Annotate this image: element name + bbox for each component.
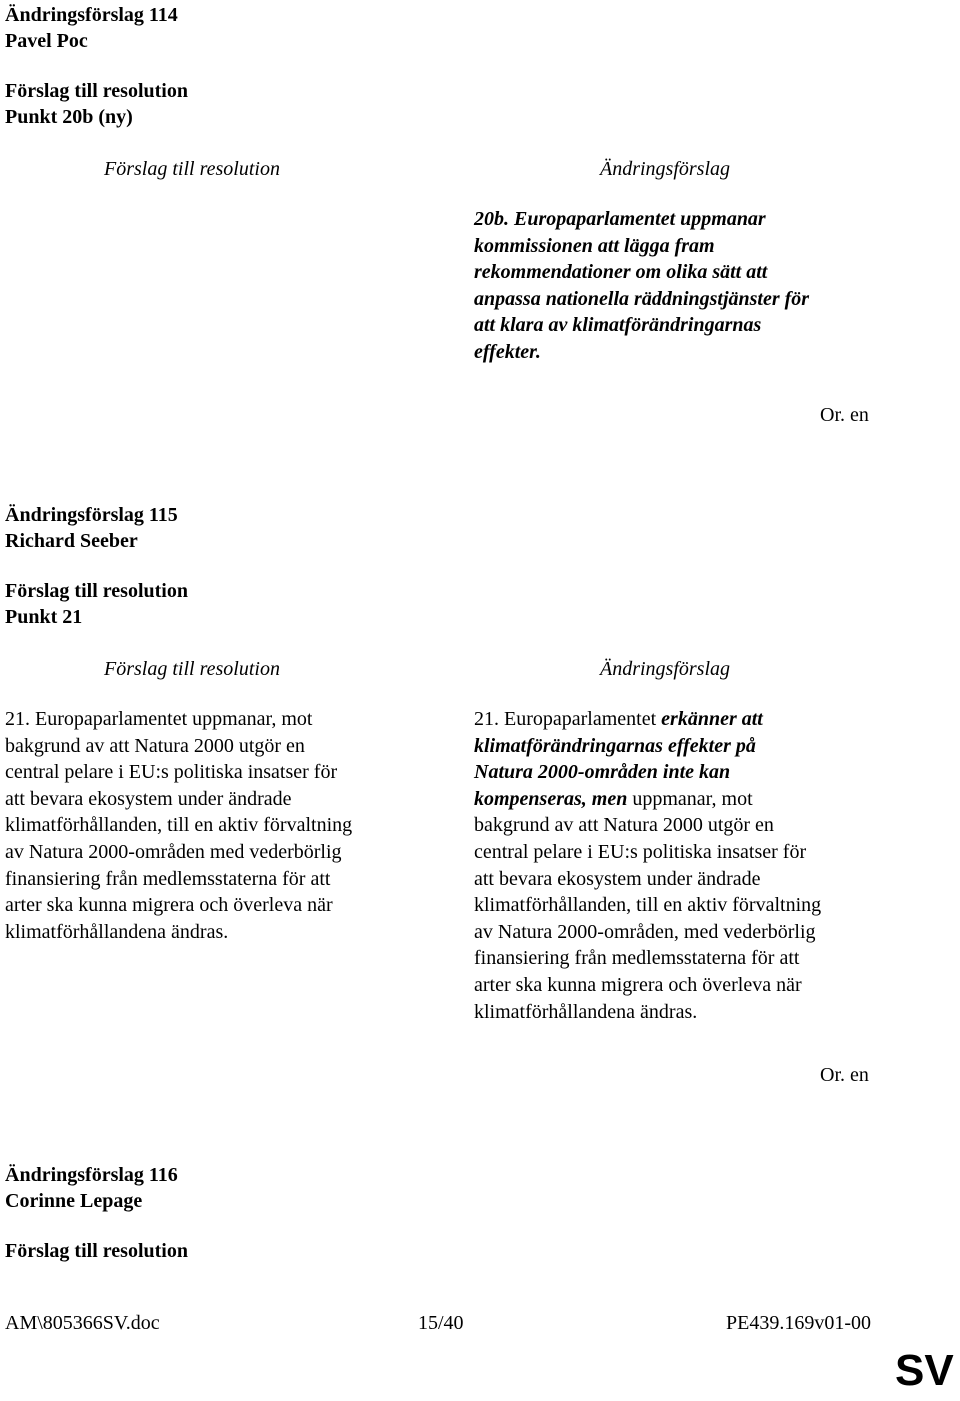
amended-inserted-text: erkänner att: [661, 708, 763, 730]
amended-text-line: [474, 733, 821, 760]
original-text-line: att bevara ekosystem under ändrade: [5, 787, 292, 810]
amendment-115-left-header: Förslag till resolution: [104, 658, 280, 680]
amendment-115-original-text: [5, 706, 352, 945]
amendment-114-line: anpassa nationella räddningstjänster för: [474, 287, 810, 310]
amendment-115-author: Richard Seeber: [5, 530, 138, 552]
amendment-114-line: rekommendationer om olika sätt att: [474, 261, 768, 284]
amendment-114-line: att klara av klimatförändringarnas: [474, 314, 762, 337]
amended-plain-text: uppmanar, mot: [627, 787, 753, 810]
original-text-line: klimatförhållandena ändras.: [5, 920, 229, 943]
amendment-114-author: Pavel Poc: [5, 30, 88, 52]
amendment-114-right-header: Ändringsförslag: [600, 158, 731, 180]
amended-inserted-text: kompenseras, men: [474, 787, 628, 810]
amendment-114-doc-label: Förslag till resolution: [5, 80, 188, 102]
amended-text-line: klimatförhållandena ändras.: [474, 1000, 698, 1023]
amendment-114-point: Punkt 20b (ny): [5, 106, 133, 128]
amended-plain-text: 21. Europaparlamentet: [474, 708, 662, 730]
footer-pe-ref: PE439.169v01-00: [726, 1312, 871, 1334]
amendment-114-line: effekter.: [474, 340, 541, 363]
original-text-line: finansiering från medlemsstaterna för att: [5, 867, 331, 890]
amended-text-line: bakgrund av att Natura 2000 utgör en: [474, 814, 774, 837]
original-text-line: 21. Europaparlamentet uppmanar, mot: [5, 708, 313, 730]
amended-text-line: arter ska kunna migrera och överleva när: [474, 973, 802, 996]
amendment-115-amended-text: [474, 706, 821, 1025]
amended-text-line: av Natura 2000-områden, med vederbörlig: [474, 920, 816, 943]
original-text-line: central pelare i EU:s politiska insatser för: [5, 761, 338, 784]
amendment-116-author: Corinne Lepage: [5, 1190, 143, 1212]
amendment-114-heading: Ändringsförslag 114: [5, 4, 178, 26]
amended-text-line: att bevara ekosystem under ändrade: [474, 867, 761, 890]
amendment-115-original-language: Or. en: [820, 1064, 869, 1086]
amended-text-line: [474, 706, 821, 733]
amended-text-line: [474, 759, 821, 786]
amendment-116-doc-label: Förslag till resolution: [5, 1240, 188, 1262]
amendment-116-heading: Ändringsförslag 116: [5, 1164, 178, 1186]
amendment-115-point: Punkt 21: [5, 606, 83, 628]
amendment-114-original-language: Or. en: [820, 404, 869, 426]
amendment-114-line: 20b. Europaparlamentet uppmanar: [474, 208, 766, 230]
original-text-line: av Natura 2000-områden med vederbörlig: [5, 840, 342, 863]
amended-text-line: klimatförhållanden, till en aktiv förvaltning: [474, 894, 822, 917]
amended-text-line: central pelare i EU:s politiska insatser för: [474, 840, 807, 863]
amendment-115-doc-label: Förslag till resolution: [5, 580, 188, 602]
amendment-115-right-header: Ändringsförslag: [600, 658, 731, 680]
original-text-line: arter ska kunna migrera och överleva när: [5, 894, 333, 917]
amendment-114-left-header: Förslag till resolution: [104, 158, 280, 180]
footer-language-mark: SV: [895, 1346, 954, 1395]
amendment-114-line: kommissionen att lägga fram: [474, 234, 715, 257]
original-text-line: bakgrund av att Natura 2000 utgör en: [5, 734, 305, 757]
amendment-115-heading: Ändringsförslag 115: [5, 504, 178, 526]
footer-page-number: 15/40: [418, 1312, 464, 1334]
original-text-line: klimatförhållanden, till en aktiv förvaltning: [5, 814, 353, 837]
amended-text-line: [474, 786, 821, 813]
amended-inserted-text: Natura 2000-områden inte kan: [474, 761, 731, 784]
amended-text-line: finansiering från medlemsstaterna för att: [474, 947, 800, 970]
amended-inserted-text: klimatförändringarnas effekter på: [474, 734, 756, 757]
amendment-114-text: [474, 206, 809, 366]
footer-doc-ref: AM\805366SV.doc: [5, 1312, 160, 1334]
